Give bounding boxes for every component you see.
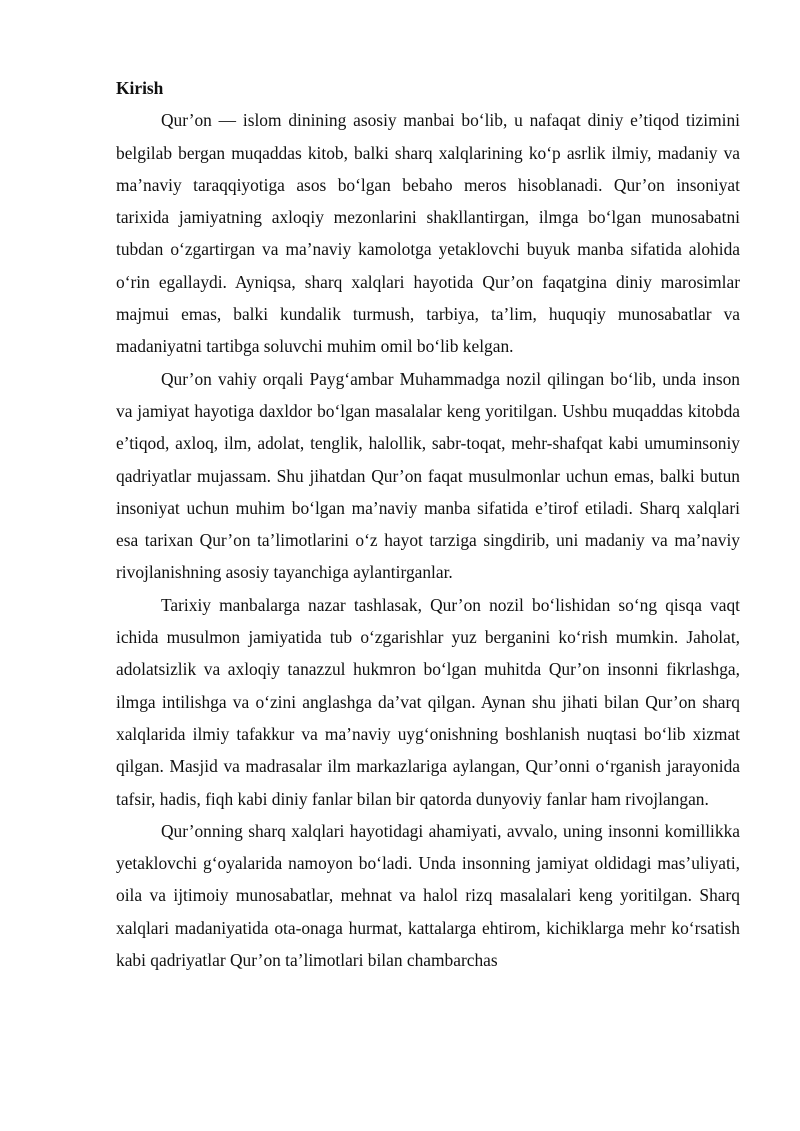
document-page	[116, 72, 740, 976]
paragraph-4: Qur’onning sharq xalqlari hayotidagi ahamiyati, avvalo, uning insonni komillikka yetaklovchi g‘oyalarida namoyon bo‘ladi. Unda insonning jamiyat oldidagi mas’uliyati, oila va ijtimoiy munosabatlar, mehnat va halol rizq masalalari keng yoritilgan. Sharq xalqlari madaniyatida ota-onaga hurmat, kattalarga ehtirom, kichiklarga mehr ko‘rsatish kabi qadriyatlar Qur’on ta’limotlari bilan chambarchas	[116, 820, 740, 971]
paragraph-2: Qur’on vahiy orqali Payg‘ambar Muhammadga nozil qilingan bo‘lib, unda inson va jamiyat hayotiga daxldor bo‘lgan masalalar keng yoritilgan. Ushbu muqaddas kitobda e’tiqod, axloq, ilm, adolat, tenglik, halollik, sabr-toqat, mehr-shafqat kabi umuminsoniy qadriyatlar mujassam. Shu jihatdan Qur’on faqat musulmonlar uchun emas, balki butun insoniyat uchun muhim bo‘lgan ma’naviy manba sifatida e’tirof etiladi. Sharq xalqlari esa tarixan Qur’on ta’limotlarini o‘z hayot tarziga singdirib, uni madaniy va ma’naviy rivojlanishning asosiy tayanchiga aylantirganlar.	[116, 368, 740, 583]
section-heading: Kirish	[116, 78, 164, 98]
paragraph-1: Qur’on — islom dinining asosiy manbai bo‘lib, u nafaqat diniy e’tiqod tizimini belgilab bergan muqaddas kitob, balki sharq xalqlarining ko‘p asrlik ilmiy, madaniy va ma’naviy taraqqiyotiga asos bo‘lgan bebaho meros hisoblanadi. Qur’on insoniyat tarixida jamiyatning axloqiy mezonlarini shakllantirgan, ilmga bo‘lgan munosabatni tubdan o‘zgartirgan va ma’naviy kamolotga yetaklovchi buyuk manba sifatida alohida o‘rin egallaydi. Ayniqsa, sharq xalqlari hayotida Qur’on faqatgina diniy marosimlar majmui emas, balki kundalik turmush, tarbiya, ta’lim, huquqiy munosabatlar va madaniyatni tartibga soluvchi muhim omil bo‘lib kelgan.	[116, 110, 740, 357]
paragraph-3: Tarixiy manbalarga nazar tashlasak, Qur’on nozil bo‘lishidan so‘ng qisqa vaqt ichida musulmon jamiyatida tub o‘zgarishlar yuz berganini ko‘rish mumkin. Jaholat, adolatsizlik va axloqiy tanazzul hukmron bo‘lgan muhitda Qur’on insonni fikrlashga, ilmga intilishga va o‘zini anglashga da’vat qilgan. Aynan shu jihati bilan Qur’on sharq xalqlarida ilmiy tafakkur va ma’naviy uyg‘onishning boshlanish nuqtasi bo‘lib xizmat qilgan. Masjid va madrasalar ilm markazlariga aylangan, Qur’onni o‘rganish jarayonida tafsir, hadis, fiqh kabi diniy fanlar bilan bir qatorda dunyoviy fanlar ham rivojlangan.	[116, 594, 740, 809]
